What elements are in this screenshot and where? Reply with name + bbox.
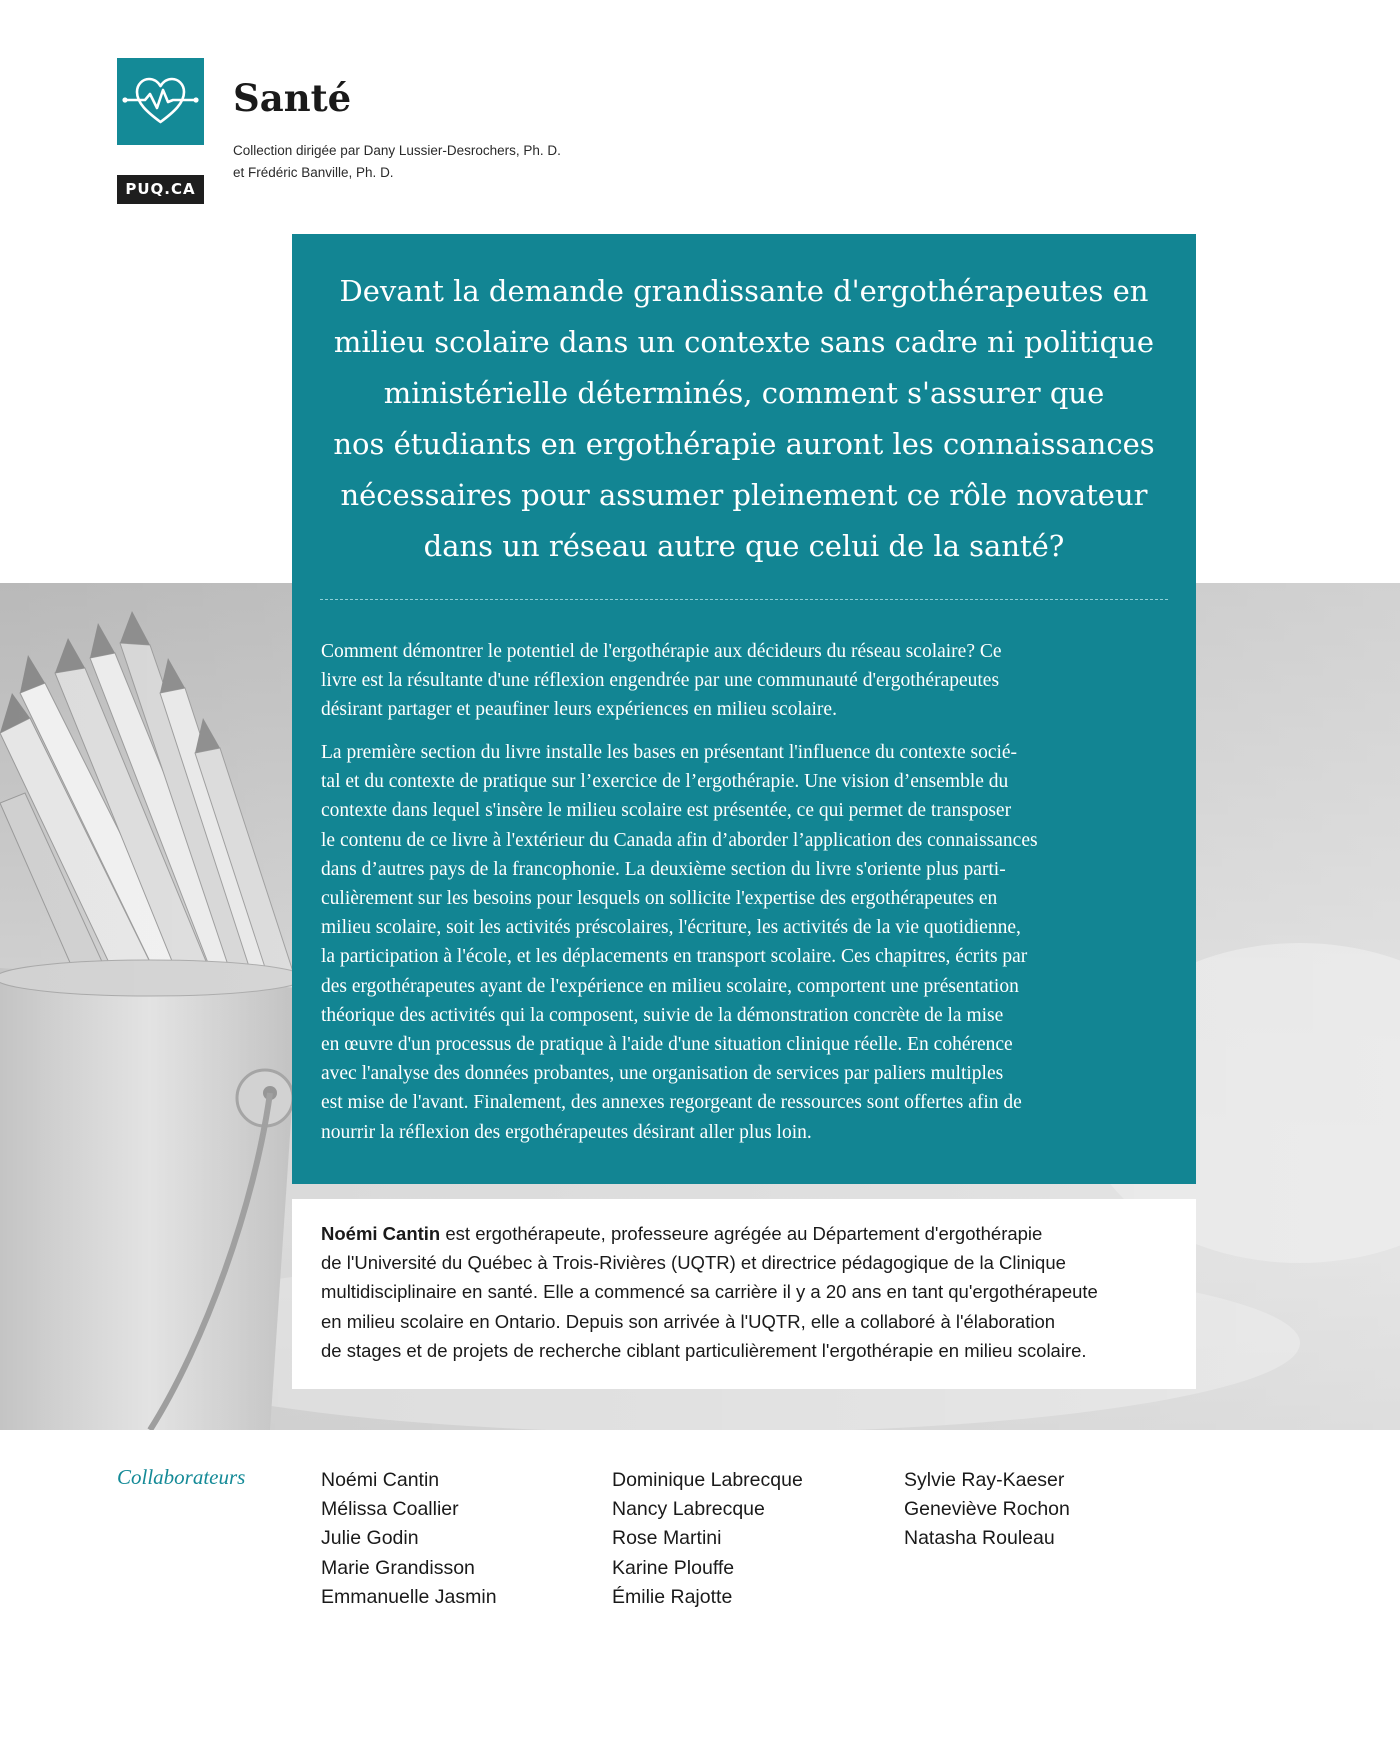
paragraph-line: nourrir la réflexion des ergothérapeutes désirant aller plus loin. bbox=[321, 1121, 812, 1143]
collection-directors-line: Collection dirigée par Dany Lussier-Desrochers, Ph. D. bbox=[233, 143, 561, 158]
paragraph-line: milieu scolaire, soit les activités préscolaires, l'écriture, les activités de la vie quotidienne, bbox=[321, 917, 1021, 939]
collaborators-column-1 bbox=[321, 1466, 497, 1612]
author-bio-line: de l'Université du Québec à Trois-Rivières (UQTR) et directrice pédagogique de la Clinique bbox=[321, 1252, 1066, 1274]
lead-question-line: nécessaires pour assumer pleinement ce rôle novateur bbox=[340, 478, 1148, 512]
collaborator-name: Natasha Rouleau bbox=[904, 1527, 1055, 1550]
paragraph-line: le contenu de ce livre à l'extérieur du Canada afin d’aborder l’application des connaissances bbox=[321, 829, 1038, 851]
collaborator-name: Emmanuelle Jasmin bbox=[321, 1585, 497, 1608]
collaborator-name: Sylvie Ray-Kaeser bbox=[904, 1469, 1065, 1491]
lead-question-line: Devant la demande grandissante d'ergothérapeutes en bbox=[339, 274, 1149, 308]
lead-question-line: nos étudiants en ergothérapie auront les connaissances bbox=[333, 427, 1155, 461]
lead-question-line: dans un réseau autre que celui de la santé? bbox=[423, 529, 1065, 563]
heart-pulse-icon bbox=[117, 58, 204, 145]
summary-paragraph-1 bbox=[321, 637, 1171, 725]
collaborator-name: Nancy Labrecque bbox=[612, 1498, 765, 1521]
lead-question bbox=[292, 266, 1196, 572]
lead-question-line: ministérielle déterminés, comment s'assurer que bbox=[383, 376, 1105, 410]
collaborator-name: Émilie Rajotte bbox=[612, 1585, 733, 1608]
summary-paragraph-2 bbox=[321, 738, 1171, 1147]
collaborators-column-3 bbox=[904, 1466, 1070, 1554]
collaborator-name: Karine Plouffe bbox=[612, 1556, 735, 1579]
paragraph-line: des ergothérapeutes ayant de l'expérience en milieu scolaire, comportent une présentation bbox=[321, 975, 1019, 997]
paragraph-line: est mise de l'avant. Finalement, des annexes regorgeant de ressources sont offertes afin de bbox=[321, 1092, 1022, 1114]
collaborator-name: Marie Grandisson bbox=[321, 1556, 475, 1579]
publisher-badge[interactable]: PUQ.CA bbox=[117, 175, 204, 204]
paragraph-line: la participation à l'école, et les déplacements en transport scolaire. Ces chapitres, écrits par bbox=[321, 946, 1028, 968]
paragraph-line: livre est la résultante d'une réflexion engendrée par une communauté d'ergothérapeutes bbox=[321, 670, 1000, 692]
collection-directors bbox=[233, 140, 561, 184]
author-bio-text: est ergothérapeute, professeure agrégée au Département d'ergothérapie bbox=[440, 1223, 1043, 1244]
paragraph-line: Comment démontrer le potentiel de l'ergothérapie aux décideurs du réseau scolaire? Ce bbox=[321, 641, 1002, 662]
collaborators-label: Collaborateurs bbox=[117, 1465, 246, 1489]
collaborator-name: Julie Godin bbox=[321, 1527, 419, 1550]
paragraph-line: tal et du contexte de pratique sur l’exercice de l’ergothérapie. Une vision d’ensemble du bbox=[321, 771, 1009, 793]
author-bio-line: en milieu scolaire en Ontario. Depuis son arrivée à l'UQTR, elle a collaboré à l'élaboration bbox=[321, 1310, 1056, 1332]
collaborator-name: Mélissa Coallier bbox=[321, 1498, 459, 1521]
paragraph-line: désirant partager et peaufiner leurs expériences en milieu scolaire. bbox=[321, 699, 837, 721]
author-bio bbox=[321, 1219, 1181, 1365]
collaborators-column-2 bbox=[612, 1466, 803, 1612]
author-bio-box bbox=[292, 1199, 1196, 1389]
collection-title: Santé bbox=[233, 76, 352, 120]
paragraph-line: en œuvre d'un processus de pratique à l'aide d'une situation clinique réelle. En cohérence bbox=[321, 1034, 1013, 1056]
collection-logo bbox=[117, 58, 204, 145]
lead-question-line: milieu scolaire dans un contexte sans cadre ni politique bbox=[333, 325, 1155, 359]
paragraph-line: avec l'analyse des données probantes, une organisation de services par paliers multiples bbox=[321, 1063, 1004, 1085]
collection-directors-line: et Frédéric Banville, Ph. D. bbox=[233, 165, 394, 180]
collaborator-name: Rose Martini bbox=[612, 1527, 722, 1550]
author-bio-line bbox=[321, 1219, 1181, 1248]
paragraph-line: dans d’autres pays de la francophonie. La deuxième section du livre s'oriente plus parti- bbox=[321, 858, 1006, 880]
collaborator-name: Dominique Labrecque bbox=[612, 1469, 803, 1491]
dashed-divider bbox=[320, 599, 1168, 600]
collaborator-name: Noémi Cantin bbox=[321, 1469, 440, 1491]
paragraph-line: culièrement sur les besoins pour lesquels on sollicite l'expertise des ergothérapeutes en bbox=[321, 888, 998, 910]
paragraph-line: théorique des activités qui la composent, suivie de la démonstration concrète de la mise bbox=[321, 1004, 1004, 1026]
author-name: Noémi Cantin bbox=[321, 1223, 441, 1244]
author-bio-line: de stages et de projets de recherche ciblant particulièrement l'ergothérapie en milieu scolaire. bbox=[321, 1339, 1087, 1361]
collaborator-name: Geneviève Rochon bbox=[904, 1498, 1070, 1521]
author-bio-line: multidisciplinaire en santé. Elle a commencé sa carrière il y a 20 ans en tant qu'ergothérapeute bbox=[321, 1281, 1098, 1303]
summary-panel bbox=[292, 234, 1196, 1184]
paragraph-line: contexte dans lequel s'insère le milieu scolaire est présentée, ce qui permet de transposer bbox=[321, 800, 1012, 822]
paragraph-line: La première section du livre installe les bases en présentant l'influence du contexte socié- bbox=[321, 742, 1018, 763]
